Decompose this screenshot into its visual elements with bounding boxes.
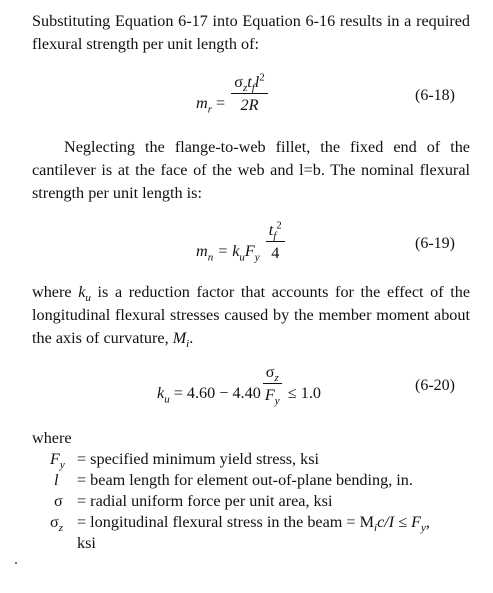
equation-number-6-20: (6-20) [415, 377, 455, 394]
paragraph-intro: Substituting Equation 6-17 into Equation 6-16 results in a required flexural strength per unit length of: [32, 12, 470, 53]
eq20-denominator: $F_y$ [264, 386, 280, 408]
definition-sigma-z: $\sigma_z$ = longitudinal flexural stress in the beam = $M_ic/I \le F_y$, [50, 513, 430, 535]
equation-number-6-19: (6-19) [415, 235, 455, 252]
equation-6-20-body: $k_u = 4.60 - 4.40$ $\frac{\sigma_z}{F_y}$ ≤ 1.0 [157, 363, 322, 408]
scan-dot-artifact [15, 562, 17, 564]
paragraph-nominal-strength: Neglecting the flange-to-web fillet, the fixed end of the cantilever is at the face of the web and l=b. The nominal flexural strength per unit length is: [32, 138, 470, 202]
eq18-numerator: $\sigma_zt_fl^2$ [231, 73, 268, 94]
where-label: where [32, 429, 72, 447]
definition-sigma-z-continued: ksi [77, 534, 96, 552]
p3-where: where [32, 283, 72, 301]
equation-number-6-18: (6-18) [415, 87, 455, 104]
definitions-list [32, 428, 430, 554]
eq18-equals: = [216, 94, 226, 113]
eq20-fraction [263, 363, 282, 408]
eq19-fraction [266, 221, 285, 262]
eq18-lhs-sub: r [207, 103, 212, 116]
equation-6-20 [0, 360, 493, 416]
definition-l: l = beam length for element out-of-plane bending, in. [54, 471, 413, 489]
eq18-fraction [231, 73, 268, 114]
inline-ku: k [78, 283, 86, 301]
eq18-lhs: m [196, 94, 208, 113]
equation-6-18 [0, 71, 493, 126]
definition-sigma: σ = radial uniform force per unit area, ksi [54, 492, 333, 510]
paragraph-reduction-factor: where $k_u$ is a reduction factor that accounts for the effect of the longitudinal flexural stresses caused by the member moment about the axis of curvature, $M_i$. [32, 283, 471, 351]
p3-body: is a reduction factor that accounts for the effect of the longitudinal flexural stresses caused by the member moment about the axis of curvature, [32, 283, 471, 347]
equation-6-19-body: $m_n = k_uF_y$ $\frac{t_f^2}{4}$ [196, 232, 287, 273]
inline-Mi: M [172, 329, 187, 347]
eq19-numerator: $t_f^2$ [266, 221, 285, 242]
eq18-denominator: 2R [240, 96, 259, 114]
eq20-numerator: $\sigma_z$ [263, 363, 282, 384]
equation-6-18-body [196, 71, 270, 125]
equation-6-19 [0, 218, 493, 274]
definition-Fy: $F_y$ = specified minimum yield stress, ksi [50, 450, 320, 472]
eq19-denominator: 4 [271, 244, 280, 262]
